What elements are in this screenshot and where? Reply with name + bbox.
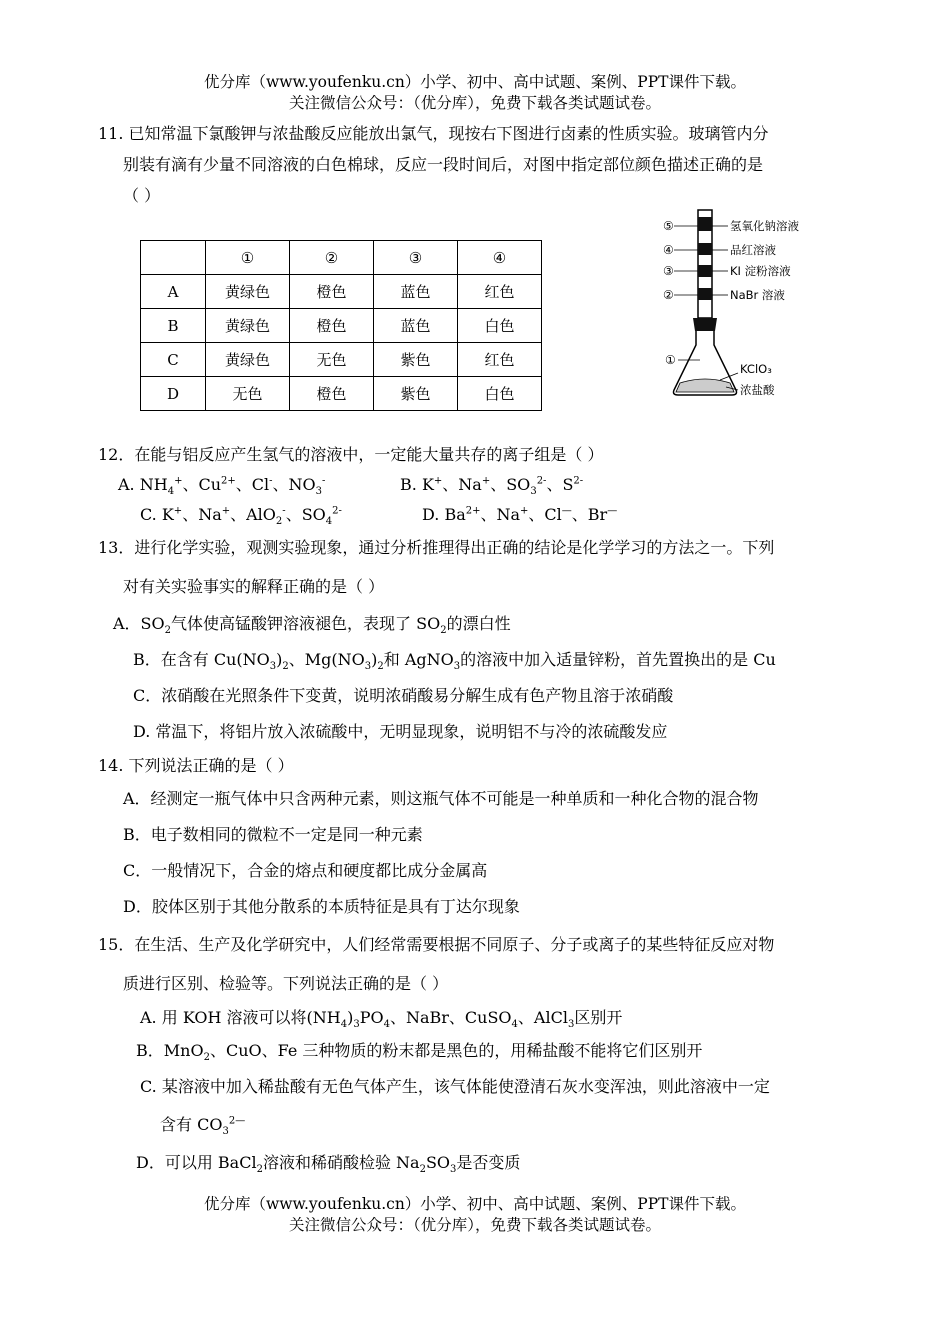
q13-line-1: 13．进行化学实验，观测实验现象，通过分析推理得出正确的结论是化学学习的方法之一。下列 (98, 538, 775, 557)
cotton-ball-2 (698, 288, 712, 300)
table-cell: 红色 (458, 343, 542, 377)
q15-option-d: D．可以用 BaCl$_2$溶液和稀硝酸检验 $Na_2SO_3$是否变质 (136, 1153, 521, 1176)
table-cell: 无色 (206, 377, 290, 411)
q15-a-text-4: 、NaBr、CuSO (389, 1008, 512, 1027)
q15-b-text-2: 、CuO、Fe 三种物质的粉末都是黑色的，用稀盐酸不能将它们区别开 (209, 1041, 703, 1060)
q12-option-b: B. K+、Na+、$SO_3^{2-}$、$S^{2-}$ (400, 475, 584, 498)
table-cell: 白色 (458, 309, 542, 343)
cotton-ball-3 (698, 265, 712, 277)
q13-option-d: D. 常温下，将铝片放入浓硫酸中，无明显现象，说明铝不与冷的浓硫酸发应 (133, 722, 668, 741)
q15-b-text-1: B．MnO (136, 1041, 204, 1060)
q15-option-b: B．MnO$_2$、CuO、Fe 三种物质的粉末都是黑色的，用稀盐酸不能将它们区别开 (136, 1041, 703, 1064)
label-naoh: 氢氧化钠溶液 (730, 219, 799, 233)
option-label: C. (140, 505, 162, 524)
q12-option-a: A. $NH_4^+$、$Cu^{2+}$、Cl-、$NO_3^-$ (118, 475, 326, 498)
q13-b-text-2: ) (276, 650, 283, 669)
q15-d-text-4: 是否变质 (456, 1153, 521, 1172)
q13-option-c: C．浓硝酸在光照条件下变黄，说明浓硝酸易分解生成有色产物且溶于浓硝酸 (133, 686, 674, 705)
q14-option-c: C．一般情况下，合金的熔点和硬度都比成分金属高 (123, 861, 488, 880)
table-cell: 橙色 (290, 275, 374, 309)
table-row (141, 343, 542, 377)
q15-a-text-3: PO (359, 1008, 384, 1027)
q15-a-text-5: 、AlCl (517, 1008, 568, 1027)
label-nabr: NaBr 溶液 (730, 288, 785, 302)
q13-b-text-4: ) (371, 650, 378, 669)
footer-line-1: 优分库（www.youfenku.cn）小学、初中、高中试题、案例、PPT课件下载。 (203, 1195, 747, 1213)
q15-d-text-1: D．可以用 BaCl (136, 1153, 257, 1172)
cotton-ball-5 (698, 217, 712, 231)
q11-answer-table (140, 240, 542, 411)
label-kclo3: KClO₃ (740, 362, 772, 376)
q14-stem: 14. 下列说法正确的是（ ） (98, 756, 294, 775)
label-num-2: ② (663, 288, 674, 302)
table-cell: 紫色 (374, 377, 458, 411)
q15-a-text-1: A. 用 KOH 溶液可以将(NH (140, 1008, 341, 1027)
footer-line-2: 关注微信公众号：（优分库），免费下载各类试题试卷。 (288, 1216, 661, 1234)
label-num-5: ⑤ (663, 219, 674, 233)
q12-option-c: C. K+、Na+、AlO$_2$-、$SO_4^{2-}$ (140, 505, 342, 528)
table-header-cell: ① (206, 241, 290, 275)
q15-a-text-2: ) (347, 1008, 354, 1027)
label-pinhong: 品红溶液 (730, 243, 776, 257)
q13-line-2: 对有关实验事实的解释正确的是（ ） (123, 577, 385, 596)
q13-a-text-1: A．SO (113, 614, 165, 633)
label-ki: KI 淀粉溶液 (730, 264, 791, 278)
table-cell: B (141, 309, 206, 343)
q11-line-2: 别装有滴有少量不同溶液的白色棉球，反应一段时间后，对图中指定部位颜色描述正确的是 (123, 155, 764, 174)
table-header-cell: ② (290, 241, 374, 275)
cotton-ball-4 (698, 243, 712, 255)
q14-option-a: A．经测定一瓶气体中只含两种元素，则这瓶气体不可能是一种单质和一种化合物的混合物 (123, 789, 759, 808)
q11-line-1: 11. 已知常温下氯酸钾与浓盐酸反应能放出氯气，现按右下图进行卤素的性质实验。玻璃管内分 (98, 124, 769, 143)
table-cell: 黄绿色 (206, 275, 290, 309)
apparatus-figure (660, 205, 820, 405)
q15-d-text-3: SO (425, 1153, 451, 1172)
table-header-row (141, 241, 542, 275)
q12-stem: 12．在能与铝反应产生氢气的溶液中，一定能大量共存的离子组是（ ） (98, 445, 604, 464)
table-cell: 黄绿色 (206, 343, 290, 377)
table-cell: 蓝色 (374, 275, 458, 309)
q12-option-d: D. $Ba^{2+}$、Na+、Cl—、Br— (422, 505, 618, 524)
q15-a-text-6: 区别开 (574, 1008, 623, 1027)
q14-option-b: B．电子数相同的微粒不一定是同一种元素 (123, 825, 423, 844)
header-line-2: 关注微信公众号：（优分库），免费下载各类试题试卷。 (288, 94, 661, 112)
table-header-cell: ③ (374, 241, 458, 275)
q15-option-c-line-2: 含有 $CO_3^{2—}$ (160, 1115, 246, 1138)
table-cell: C (141, 343, 206, 377)
label-hcl: 浓盐酸 (740, 383, 775, 397)
q13-b-text-6: 的溶液中加入适量锌粉，首先置换出的是 Cu (460, 650, 776, 669)
q15-d-text-2: 溶液和稀硝酸检验 Na (262, 1153, 420, 1172)
q15-option-a: A. 用 KOH 溶液可以将$(NH_4)_3PO_4$、NaBr、CuSO$_4$、AlCl$_3$区别开 (140, 1008, 623, 1031)
label-num-4: ④ (663, 243, 674, 257)
table-cell: 白色 (458, 377, 542, 411)
flask-liquid (676, 379, 734, 392)
table-cell: 红色 (458, 275, 542, 309)
q13-option-a: A．$SO_2$气体使高锰酸钾溶液褪色，表现了 $SO_2$的漂白性 (113, 614, 511, 637)
q14-option-d: D．胶体区别于其他分散系的本质特征是具有丁达尔现象 (123, 897, 520, 916)
label-num-3: ③ (663, 264, 674, 278)
option-label: B. (400, 475, 422, 494)
q15-line-1: 15．在生活、生产及化学研究中，人们经常需要根据不同原子、分子或离子的某些特征反应对物 (98, 935, 775, 954)
label-num-1: ① (665, 353, 676, 367)
stopper (693, 318, 717, 331)
q13-b-text-1: B．在含有 Cu(NO (133, 650, 270, 669)
table-header-cell (141, 241, 206, 275)
table-cell: 橙色 (290, 309, 374, 343)
q11-line-3: （ ） (123, 186, 161, 205)
table-cell: 紫色 (374, 343, 458, 377)
table-cell: 无色 (290, 343, 374, 377)
table-cell: 橙色 (290, 377, 374, 411)
table-cell: 黄绿色 (206, 309, 290, 343)
table-cell: 蓝色 (374, 309, 458, 343)
q15-option-c-line-1: C. 某溶液中加入稀盐酸有无色气体产生，该气体能使澄清石灰水变浑浊，则此溶液中一定 (140, 1077, 770, 1096)
q13-option-b: B．在含有 $Cu(NO_3)_2$、$Mg(NO_3)_2$和 AgNO$_3$的溶液中加入适量锌粉，首先置换出的是 Cu (133, 650, 776, 673)
table-row (141, 275, 542, 309)
q15-line-2: 质进行区别、检验等。下列说法正确的是（ ） (123, 974, 449, 993)
option-label: D. (422, 505, 445, 524)
table-row (141, 309, 542, 343)
q13-b-text-3: 、Mg(NO (288, 650, 365, 669)
header-line-1: 优分库（www.youfenku.cn）小学、初中、高中试题、案例、PPT课件下载。 (203, 73, 747, 91)
option-label: A. (118, 475, 140, 494)
table-cell: D (141, 377, 206, 411)
q13-b-text-5: 和 AgNO (383, 650, 454, 669)
table-cell: A (141, 275, 206, 309)
q15-c-text: 含有 CO (160, 1115, 223, 1134)
q13-a-text-3: 的漂白性 (446, 614, 511, 633)
q13-a-text-2: 气体使高锰酸钾溶液褪色，表现了 SO (171, 614, 441, 633)
table-row (141, 377, 542, 411)
table-header-cell: ④ (458, 241, 542, 275)
